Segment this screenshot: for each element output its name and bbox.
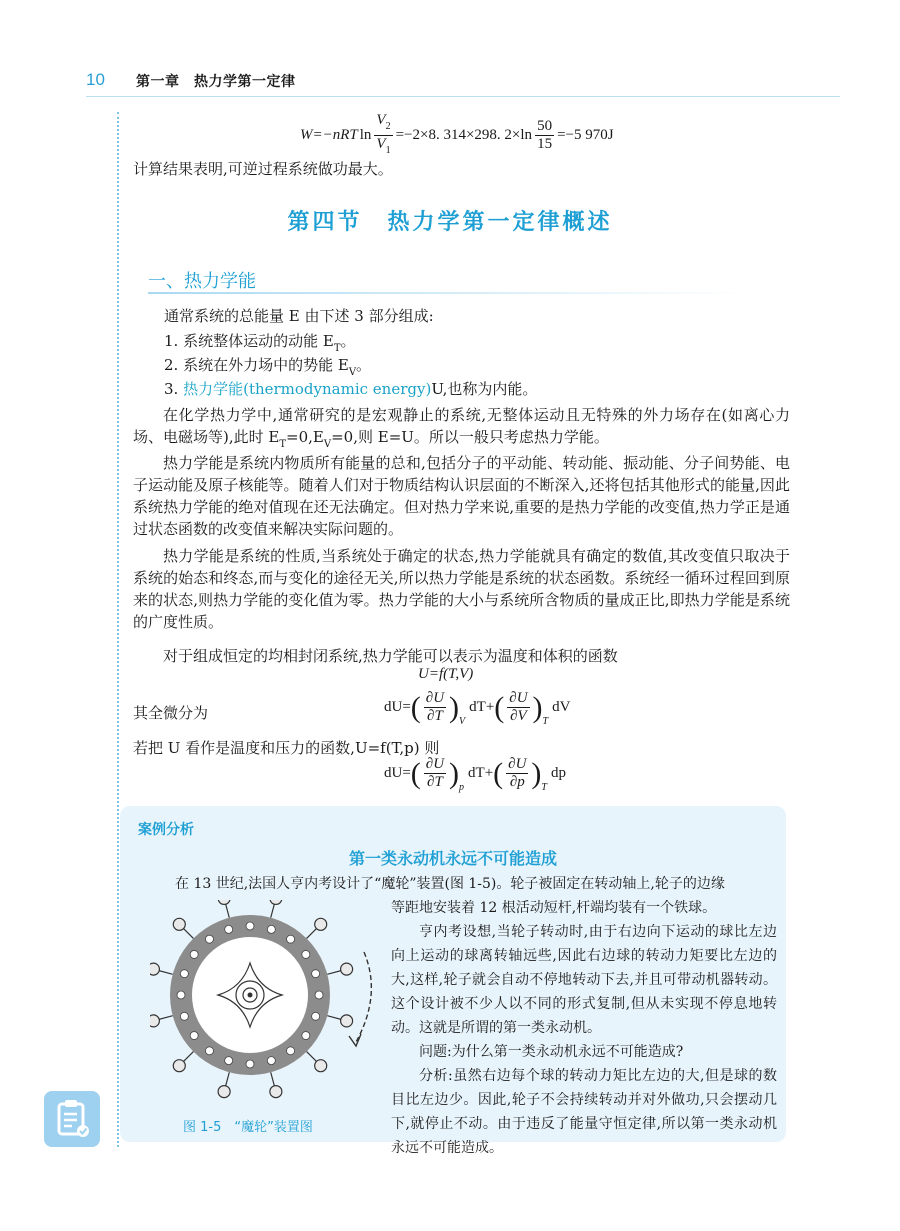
eq1-frac2	[507, 690, 529, 725]
rim-hole	[205, 1047, 213, 1055]
section-title: 第四节 热力学第一定律概述	[287, 210, 613, 235]
eq2-frac2	[506, 756, 528, 791]
eq2-num1: ∂U	[425, 756, 445, 772]
frac-den: V	[376, 136, 386, 152]
eq-middle: =−2×8. 314×298. 2×ln	[395, 127, 533, 143]
full-differential-label: 其全微分为	[133, 704, 209, 722]
para1-sub-v: V	[323, 439, 332, 450]
rim-hole	[267, 925, 275, 933]
differential-eq-tv	[384, 690, 570, 725]
frac2-den: 15	[537, 136, 553, 152]
eq1-rparen2: )	[532, 690, 543, 724]
rim-hole	[312, 1012, 320, 1020]
differential-eq-tp	[384, 756, 566, 791]
list-item-3-rest: U,也称为内能。	[431, 380, 538, 398]
subsection-title: 一、热力学能	[148, 271, 256, 292]
list-item-2-sub: V	[348, 367, 357, 378]
rim-hole	[205, 935, 213, 943]
rim-hole	[225, 925, 233, 933]
eq1-end: dV	[552, 699, 571, 715]
para1-text-d: =0,则 E=U。所以一般只考虑热力学能。	[331, 428, 609, 446]
eq1-num1: ∂U	[425, 690, 445, 706]
list-item-1-text: 1. 系统整体运动的动能 E	[164, 332, 334, 350]
page-number: 10	[86, 70, 105, 89]
eq2-end: dp	[550, 765, 566, 781]
case-line-2: 等距地安装着 12 根活动短杆,杆端均装有一个铁球。	[391, 900, 717, 916]
state-function-uf: U=f(T,V)	[418, 666, 474, 682]
paragraph-3: 热力学能是系统的性质,当系统处于确定的状态,热力学能就具有确定的数值,其改变值只取决于系统的始态和终态,而与变化的途径无关,所以热力学能是系统的状态函数。系统经一循环过程回到原来的状态,则热力学能的变化值为零。热力学能的大小与系统所含物质的量成正比,即热力学能是系统的广度性质。	[133, 547, 790, 631]
rim-hole	[312, 970, 320, 978]
eq-ln: ln	[359, 127, 372, 143]
rotation-arrowhead	[349, 1034, 361, 1046]
rim-hole	[267, 1057, 275, 1065]
eq1-rparen: )	[449, 690, 460, 724]
iron-ball	[315, 918, 327, 930]
frac-den-sub: 1	[385, 145, 391, 156]
intro-text: 通常系统的总能量 E 由下述 3 部分组成:	[164, 307, 434, 325]
rim-hole	[302, 950, 310, 958]
rim-hole	[225, 1057, 233, 1065]
frac-num-sub: 2	[385, 121, 391, 132]
eq2-den1: ∂T	[427, 774, 443, 790]
eq2-lparen2: (	[493, 756, 504, 790]
list-item-1-end: 。	[340, 332, 356, 350]
iron-ball	[341, 963, 353, 975]
conclusion-text: 计算结果表明,可逆过程系统做功最大。	[133, 160, 393, 178]
eq2-frac1	[424, 756, 446, 791]
para1-sub-t: T	[279, 439, 287, 450]
iron-ball	[315, 1060, 327, 1072]
eq2-den2: ∂p	[509, 774, 525, 790]
eq-result: =−5 970J	[557, 127, 614, 143]
rim-hole	[246, 1060, 254, 1068]
paragraph-1	[133, 404, 790, 456]
rim-hole	[177, 991, 185, 999]
eq2-du: dU=	[384, 765, 411, 781]
eq1-den1: ∂T	[427, 708, 443, 724]
iron-ball	[341, 1015, 353, 1027]
eq2-rparen: )	[449, 756, 460, 790]
iron-ball	[173, 1060, 185, 1072]
work-equation	[300, 112, 614, 159]
case-paragraph-2: 亨内考设想,当轮子转动时,由于右边向下运动的球比左边向上运动的球离转轴远些,因此右边球的转动力矩要比左边的大,这样,轮子就会自动不停地转动下去,并且可带动机器转动。这个设计被不少人以不同的形式复制,但从未实现不停息地转动。这就是所谓的第一类永动机。	[391, 924, 777, 1036]
eq2-lparen: (	[410, 756, 421, 790]
eq1-lparen2: (	[494, 690, 505, 724]
rotation-arrow	[356, 952, 371, 1042]
iron-ball	[270, 900, 282, 904]
rim-hole	[190, 1032, 198, 1040]
frac2-num: 50	[537, 118, 553, 134]
eq2-num2: ∂U	[508, 756, 527, 772]
para1-text-b: =0,E	[286, 428, 324, 446]
paragraph-2: 热力学能是系统内物质所有能量的总和,包括分子的平动能、转动能、振动能、分子间势能、电子运动能及原子核能等。随着人们对于物质结构认识层面的不断深入,还将包括其他形式的能量,因此系统热力学能的绝对值现在还无法确定。但对热力学来说,重要的是热力学能的改变值,热力学正是通过状态函数的改变值来解决实际问题的。	[133, 454, 790, 538]
rim-hole	[246, 922, 254, 930]
iron-ball	[150, 1015, 159, 1027]
list-item-2-text: 2. 系统在外力场中的势能 E	[164, 356, 349, 374]
subsection-rule	[148, 292, 748, 294]
eq1-sub1: V	[459, 716, 466, 727]
eq1-sub2: T	[542, 716, 549, 727]
iron-ball	[150, 963, 159, 975]
eq1-den2: ∂V	[510, 708, 527, 724]
rim-hole	[180, 970, 188, 978]
para1-text: 在化学热力学中,通常研究的是宏观静止的系统,无整体运动且无特殊的外力场存在(如离心力场、电磁场等),此时 E	[133, 406, 790, 446]
notes-badge	[44, 1091, 100, 1147]
tp-function-text: 若把 U 看作是温度和压力的函数,U=f(T,p) 则	[133, 739, 440, 757]
list-item-3	[164, 378, 537, 400]
running-header	[86, 70, 840, 96]
figure-caption: 图 1-5 “魔轮”装置图	[183, 1120, 313, 1135]
magic-wheel-figure	[150, 900, 390, 1125]
case-question: 问题:为什么第一类永动机永远不可能造成?	[419, 1044, 684, 1060]
header-rule	[86, 96, 840, 97]
chapter-title: 第一章 热力学第一定律	[136, 74, 296, 90]
eq1-mid: dT+	[469, 699, 495, 715]
eq-lhs: W=−nRT	[300, 127, 358, 143]
rim-hole	[287, 935, 295, 943]
eq2-sub2: T	[541, 782, 547, 793]
number-fraction	[535, 118, 554, 153]
rim-hole	[180, 1012, 188, 1020]
paragraph-4: 对于组成恒定的均相封闭系统,热力学能可以表示为温度和体积的函数	[163, 647, 618, 665]
frac-num: V	[376, 112, 386, 128]
case-analysis: 分析:虽然右边每个球的转动力矩比左边的大,但是球的数目比左边少。因此,轮子不会持续转动并对外做功,只会摆动几下,就停止不动。由于违反了能量守恒定律,所以第一类永动机永远不可能造成。	[391, 1068, 777, 1156]
iron-ball	[218, 1086, 230, 1098]
eq2-rparen2: )	[531, 756, 542, 790]
rim-hole	[190, 950, 198, 958]
iron-ball	[218, 900, 230, 904]
volume-fraction	[374, 112, 392, 159]
case-title: 第一类永动机永远不可能造成	[348, 849, 557, 868]
rim-hole	[315, 991, 323, 999]
iron-ball	[173, 918, 185, 930]
case-line-1: 在 13 世纪,法国人亨内考设计了“魔轮”装置(图 1-5)。轮子被固定在转动轴上,轮子的边缘	[175, 876, 725, 892]
list-item-2-end: 。	[356, 356, 372, 374]
rim-hole	[287, 1047, 295, 1055]
rim-hole	[302, 1032, 310, 1040]
glossary-term-thermodynamic-energy: 热力学能(thermodynamic energy)	[183, 380, 432, 398]
eq1-lparen: (	[410, 690, 421, 724]
list-item-1-sub: T	[333, 343, 341, 354]
clipboard-note-icon	[44, 1091, 100, 1147]
iron-ball	[270, 1086, 282, 1098]
margin-dotted-line	[117, 112, 119, 1147]
eq1-du: dU=	[384, 699, 411, 715]
list-item-3-prefix: 3.	[164, 380, 184, 398]
eq2-mid: dT+	[468, 765, 494, 781]
eq1-num2: ∂U	[509, 690, 528, 706]
eq2-sub1: p	[459, 782, 465, 793]
case-label: 案例分析	[138, 822, 194, 838]
eq1-frac1	[424, 690, 446, 725]
